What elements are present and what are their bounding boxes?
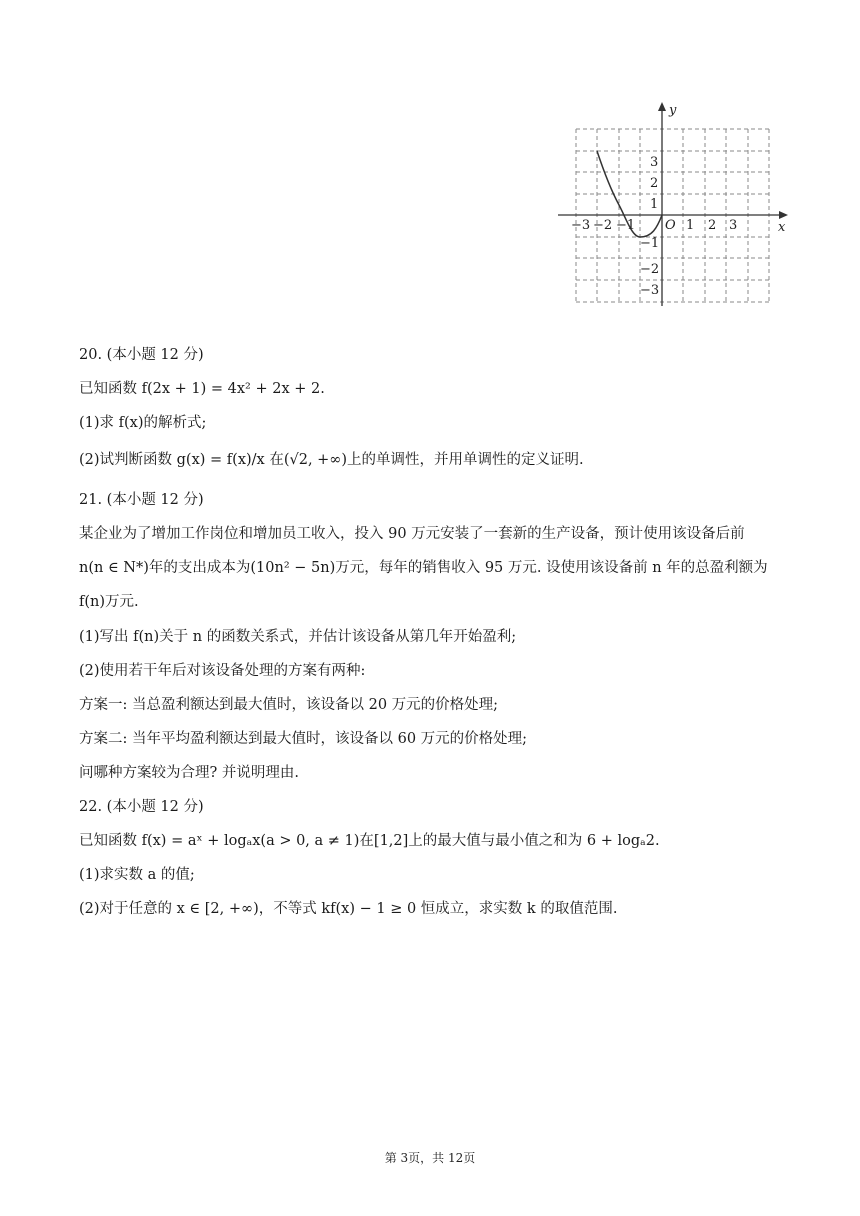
problem-20-question-2: (2)试判断函数 g(x) = f(x)/x 在(√2, +∞)上的单调性，并用单调性的定义证明. [79,452,584,468]
problem-22-header: 22. (本小题 12 分) [79,799,204,815]
x-tick-label: 1 [686,218,695,233]
problem-22-question-1: (1)求实数 a 的值; [79,867,195,883]
problem-21-ask: 问哪种方案较为合理? 并说明理由. [79,765,299,781]
function-graph [553,100,793,310]
page-footer: 第 3页，共 12页 [384,1151,476,1165]
y-tick-label: 3 [650,155,659,170]
x-tick-label: −1 [616,218,636,233]
x-axis-label: x [778,220,786,235]
problem-21-question-1: (1)写出 f(n)关于 n 的函数关系式，并估计该设备从第几年开始盈利; [79,629,517,645]
problem-20-stem: 已知函数 f(2x + 1) = 4x² + 2x + 2. [79,381,325,397]
problem-21-plan-2: 方案二: 当年平均盈利额达到最大值时，该设备以 60 万元的价格处理; [79,731,528,747]
problem-21-stem-line-3: f(n)万元. [79,594,139,610]
problem-21-plan-1: 方案一: 当总盈利额达到最大值时，该设备以 20 万元的价格处理; [79,697,499,713]
y-tick-label: 1 [650,197,659,212]
x-axis-arrow [779,211,788,219]
problem-22-stem: 已知函数 f(x) = aˣ + logₐx(a > 0, a ≠ 1)在[1,2]上的最大值与最小值之和为 6 + logₐ2. [79,833,660,849]
problem-22-question-2: (2)对于任意的 x ∈ [2, +∞)，不等式 kf(x) − 1 ≥ 0 恒成立，求实数 k 的取值范围. [79,901,618,917]
x-tick-label: −3 [571,218,591,233]
x-tick-label: 3 [729,218,738,233]
y-tick-label: 2 [650,176,659,191]
x-tick-label: 2 [708,218,717,233]
problem-20-question-1: (1)求 f(x)的解析式; [79,415,207,431]
problem-21-stem-line-2: n(n ∈ N*)年的支出成本为(10n² − 5n)万元，每年的销售收入 95 万元. 设使用该设备前 n 年的总盈利额为 [79,560,768,576]
y-tick-label: −1 [640,236,660,251]
problem-21-question-2: (2)使用若干年后对该设备处理的方案有两种: [79,663,366,679]
problem-21-stem-line-1: 某企业为了增加工作岗位和增加员工收入，投入 90 万元安装了一套新的生产设备，预计使用该设备后前 [79,526,745,542]
y-axis-label: y [669,103,677,118]
axes [558,102,788,306]
origin-label: O [665,218,676,233]
y-tick-label: −2 [640,262,660,277]
problem-21-header: 21. (本小题 12 分) [79,492,204,508]
problem-20-header: 20. (本小题 12 分) [79,347,204,363]
x-tick-label: −2 [593,218,613,233]
y-tick-label: −3 [640,283,660,298]
y-axis-arrow [658,102,666,111]
